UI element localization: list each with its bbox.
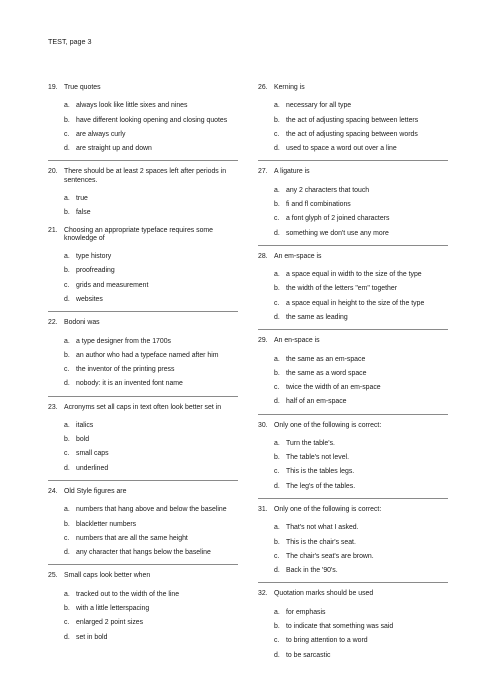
question-text: Small caps look better when bbox=[64, 572, 151, 580]
option-letter: b. bbox=[274, 285, 280, 293]
option-text: always look like little sixes and nines bbox=[76, 102, 188, 110]
answer-option bbox=[274, 468, 448, 476]
option-letter: a. bbox=[274, 271, 280, 279]
question-line bbox=[48, 168, 238, 185]
option-letter: d. bbox=[274, 145, 280, 153]
question-number: 28. bbox=[258, 252, 268, 260]
option-letter: b. bbox=[64, 351, 70, 359]
answer-option bbox=[274, 285, 448, 293]
option-letter: c. bbox=[274, 215, 280, 223]
option-text: underlined bbox=[76, 464, 109, 472]
answer-option bbox=[64, 352, 238, 360]
option-text: small caps bbox=[76, 450, 109, 458]
option-text: for emphasis bbox=[286, 608, 326, 616]
question-block bbox=[48, 572, 238, 648]
question-block bbox=[258, 337, 448, 414]
question-text: Kerning is bbox=[274, 84, 305, 91]
answer-option bbox=[274, 300, 448, 308]
option-text: a type designer from the 1700s bbox=[76, 337, 171, 345]
option-letter: c. bbox=[64, 130, 70, 138]
option-letter: d. bbox=[64, 295, 70, 303]
question-text: Quotation marks should be used bbox=[274, 590, 374, 598]
answer-options bbox=[48, 422, 238, 473]
option-letter: a. bbox=[64, 421, 70, 429]
option-letter: a. bbox=[64, 194, 70, 202]
option-letter: c. bbox=[64, 450, 70, 458]
question-number: 27. bbox=[258, 168, 268, 176]
question-block bbox=[48, 319, 238, 396]
option-text: the act of adjusting spacing between letters bbox=[286, 116, 419, 124]
answer-option bbox=[274, 652, 448, 660]
option-letter: a. bbox=[274, 524, 280, 532]
option-text: a space equal in height to the size of the type bbox=[286, 299, 425, 307]
left-column bbox=[48, 84, 238, 656]
answer-option bbox=[274, 201, 448, 209]
answer-option bbox=[274, 314, 448, 322]
option-letter: b. bbox=[64, 436, 70, 444]
option-letter: a. bbox=[64, 253, 70, 261]
option-text: half of an em-space bbox=[286, 398, 347, 406]
answer-option bbox=[274, 145, 448, 153]
option-text: something we don't use any more bbox=[286, 229, 389, 237]
question-block bbox=[258, 168, 448, 245]
option-letter: a. bbox=[274, 102, 280, 110]
option-text: have different looking opening and closing quotes bbox=[76, 116, 228, 124]
answer-option bbox=[274, 609, 448, 617]
answer-option bbox=[64, 521, 238, 529]
answer-option bbox=[274, 454, 448, 462]
option-text: numbers that are all the same height bbox=[76, 534, 188, 542]
option-text: the inventor of the printing press bbox=[76, 366, 175, 374]
option-text: The table's not level. bbox=[286, 454, 349, 462]
answer-option bbox=[274, 539, 448, 547]
answer-option bbox=[64, 549, 238, 557]
question-text: Only one of the following is correct: bbox=[274, 421, 382, 429]
option-letter: b. bbox=[274, 116, 280, 124]
option-text: to indicate that something was said bbox=[286, 623, 394, 630]
option-letter: b. bbox=[64, 209, 70, 217]
option-letter: a. bbox=[274, 355, 280, 363]
answer-option bbox=[274, 398, 448, 406]
option-letter: a. bbox=[274, 186, 280, 194]
option-letter: d. bbox=[64, 380, 70, 388]
answer-option bbox=[64, 634, 238, 642]
option-letter: a. bbox=[64, 102, 70, 110]
answer-option bbox=[64, 465, 238, 473]
option-text: the same as leading bbox=[286, 313, 348, 321]
option-text: tracked out to the width of the line bbox=[76, 590, 180, 598]
option-text: That's not what I asked. bbox=[286, 524, 359, 532]
option-letter: c. bbox=[274, 384, 280, 392]
option-text: an author who had a typeface named after him bbox=[76, 351, 219, 359]
option-text: proofreading bbox=[76, 267, 115, 275]
question-number: 25. bbox=[48, 572, 58, 580]
answer-option bbox=[274, 524, 448, 532]
option-text: the same as a word space bbox=[286, 369, 367, 377]
question-line bbox=[48, 319, 238, 327]
option-text: type history bbox=[76, 253, 112, 261]
answer-options bbox=[258, 271, 448, 322]
question-number: 31. bbox=[258, 506, 268, 514]
answer-option bbox=[274, 230, 448, 238]
answer-option bbox=[64, 131, 238, 139]
option-text: with a little letterspacing bbox=[76, 605, 150, 612]
option-letter: d. bbox=[64, 549, 70, 557]
question-block bbox=[258, 506, 448, 583]
answer-option bbox=[274, 567, 448, 575]
answer-option bbox=[64, 195, 238, 203]
answer-option bbox=[64, 282, 238, 290]
option-letter: b. bbox=[274, 538, 280, 546]
option-letter: d. bbox=[274, 482, 280, 490]
question-text: Acronyms set all caps in text often look better set in bbox=[64, 403, 222, 411]
page-header: TEST, page 3 bbox=[48, 37, 92, 46]
option-text: the width of the letters "em" together bbox=[286, 285, 397, 293]
answer-option bbox=[64, 145, 238, 153]
answer-option bbox=[274, 440, 448, 448]
answer-option bbox=[274, 356, 448, 364]
question-line bbox=[48, 84, 238, 92]
answer-options bbox=[258, 356, 448, 407]
option-text: twice the width of an em-space bbox=[286, 384, 381, 392]
option-text: Turn the table's. bbox=[286, 439, 335, 447]
option-letter: a. bbox=[274, 608, 280, 616]
option-text: to be sarcastic bbox=[286, 651, 331, 659]
question-block bbox=[258, 422, 448, 499]
option-letter: b. bbox=[274, 454, 280, 462]
answer-option bbox=[274, 637, 448, 645]
right-column bbox=[258, 84, 448, 674]
answer-option bbox=[274, 370, 448, 378]
question-number: 24. bbox=[48, 488, 58, 496]
question-block bbox=[258, 253, 448, 330]
option-letter: c. bbox=[64, 619, 70, 627]
question-block bbox=[48, 488, 238, 565]
answer-option bbox=[64, 366, 238, 374]
question-number: 23. bbox=[48, 403, 58, 411]
option-letter: d. bbox=[274, 229, 280, 237]
option-text: are straight up and down bbox=[76, 145, 152, 153]
question-text: An em-space is bbox=[274, 252, 322, 260]
question-line bbox=[48, 227, 238, 244]
option-letter: b. bbox=[64, 605, 70, 612]
answer-options bbox=[48, 253, 238, 304]
option-letter: a. bbox=[64, 337, 70, 345]
option-letter: a. bbox=[64, 506, 70, 514]
option-letter: d. bbox=[64, 633, 70, 641]
question-number: 29. bbox=[258, 337, 268, 345]
answer-option bbox=[274, 623, 448, 631]
answer-option bbox=[274, 483, 448, 491]
option-text: The leg's of the tables. bbox=[286, 482, 356, 490]
option-text: nobody: it is an invented font name bbox=[76, 380, 183, 388]
answer-options bbox=[48, 102, 238, 153]
answer-option bbox=[274, 384, 448, 392]
answer-option bbox=[64, 436, 238, 444]
option-text: a space equal in width to the size of the type bbox=[286, 271, 422, 279]
option-text: any 2 characters that touch bbox=[286, 186, 370, 194]
option-letter: b. bbox=[274, 369, 280, 377]
question-line bbox=[258, 590, 448, 598]
option-letter: d. bbox=[274, 567, 280, 575]
question-number: 21. bbox=[48, 226, 58, 234]
option-text: false bbox=[76, 209, 91, 217]
option-text: true bbox=[76, 194, 88, 202]
option-text: numbers that hang above and below the baseline bbox=[76, 506, 227, 514]
answer-option bbox=[64, 209, 238, 217]
question-number: 32. bbox=[258, 590, 268, 598]
option-letter: c. bbox=[274, 637, 280, 645]
question-line bbox=[258, 168, 448, 176]
option-letter: c. bbox=[274, 468, 280, 476]
option-letter: d. bbox=[64, 145, 70, 153]
question-block bbox=[258, 590, 448, 666]
answer-option bbox=[64, 619, 238, 627]
question-block bbox=[258, 84, 448, 161]
option-text: enlarged 2 point sizes bbox=[76, 619, 144, 627]
option-letter: b. bbox=[64, 520, 70, 528]
question-text: Only one of the following is correct: bbox=[274, 506, 382, 514]
option-text: are always curly bbox=[76, 130, 126, 138]
option-text: This is the tables legs. bbox=[286, 468, 355, 476]
question-number: 22. bbox=[48, 319, 58, 327]
option-text: grids and measurement bbox=[76, 281, 149, 289]
option-letter: b. bbox=[64, 116, 70, 124]
answer-option bbox=[64, 267, 238, 275]
option-letter: b. bbox=[64, 267, 70, 275]
answer-option bbox=[64, 338, 238, 346]
question-number: 19. bbox=[48, 84, 58, 91]
option-letter: b. bbox=[274, 623, 280, 630]
option-text: This is the chair's seat. bbox=[286, 538, 356, 546]
option-text: Back in the '90's. bbox=[286, 567, 338, 575]
answer-options bbox=[48, 195, 238, 218]
option-letter: c. bbox=[274, 299, 280, 307]
question-line bbox=[258, 84, 448, 92]
answer-option bbox=[64, 450, 238, 458]
question-text: Choosing an appropriate typeface requires some knowledge of bbox=[64, 226, 214, 242]
answer-option bbox=[64, 535, 238, 543]
question-line bbox=[258, 253, 448, 261]
question-block bbox=[48, 404, 238, 481]
question-block bbox=[48, 227, 238, 313]
question-text: True quotes bbox=[64, 84, 101, 91]
answer-option bbox=[64, 422, 238, 430]
answer-option bbox=[274, 102, 448, 110]
option-letter: b. bbox=[274, 200, 280, 208]
answer-option bbox=[274, 187, 448, 195]
option-letter: c. bbox=[274, 552, 280, 560]
question-line bbox=[48, 488, 238, 496]
question-number: 26. bbox=[258, 84, 268, 91]
option-text: necessary for all type bbox=[286, 102, 352, 110]
question-text: A ligature is bbox=[274, 168, 310, 176]
option-letter: d. bbox=[274, 651, 280, 659]
answer-option bbox=[64, 253, 238, 261]
question-number: 30. bbox=[258, 421, 268, 429]
answer-options bbox=[258, 102, 448, 153]
option-text: used to space a word out over a line bbox=[286, 145, 397, 153]
option-letter: d. bbox=[274, 398, 280, 406]
answer-option bbox=[64, 591, 238, 599]
option-text: the same as an em-space bbox=[286, 355, 366, 363]
answer-option bbox=[274, 553, 448, 561]
option-text: a font glyph of 2 joined characters bbox=[286, 215, 390, 223]
question-text: There should be at least 2 spaces left after periods in sentences. bbox=[64, 168, 227, 184]
answer-options bbox=[258, 187, 448, 238]
answer-option bbox=[274, 271, 448, 279]
option-text: fi and fl combinations bbox=[286, 200, 351, 208]
option-letter: c. bbox=[64, 534, 70, 542]
answer-options bbox=[258, 524, 448, 575]
option-letter: a. bbox=[64, 590, 70, 598]
answer-option bbox=[64, 117, 238, 125]
answer-option bbox=[274, 215, 448, 223]
question-text: An en-space is bbox=[274, 337, 320, 345]
answer-option bbox=[64, 605, 238, 613]
option-letter: d. bbox=[64, 464, 70, 472]
answer-option bbox=[274, 131, 448, 139]
question-text: Bodoni was bbox=[64, 319, 100, 327]
question-number: 20. bbox=[48, 168, 58, 176]
question-text: Old Style figures are bbox=[64, 488, 127, 496]
question-line bbox=[48, 404, 238, 412]
option-text: bold bbox=[76, 436, 90, 444]
option-text: any character that hangs below the baseline bbox=[76, 549, 211, 557]
option-letter: c. bbox=[274, 130, 280, 138]
question-line bbox=[258, 337, 448, 345]
option-letter: d. bbox=[274, 313, 280, 321]
option-letter: c. bbox=[64, 281, 70, 289]
option-text: set in bold bbox=[76, 633, 108, 641]
question-line bbox=[258, 506, 448, 514]
answer-options bbox=[258, 609, 448, 660]
option-text: italics bbox=[76, 421, 94, 429]
answer-option bbox=[64, 380, 238, 388]
answer-option bbox=[274, 117, 448, 125]
answer-options bbox=[48, 338, 238, 389]
answer-options bbox=[48, 506, 238, 557]
question-block bbox=[48, 84, 238, 161]
answer-options bbox=[258, 440, 448, 491]
option-text: The chair's seat's are brown. bbox=[286, 552, 374, 560]
answer-option bbox=[64, 506, 238, 514]
answer-option bbox=[64, 296, 238, 304]
option-letter: a. bbox=[274, 439, 280, 447]
option-text: to bring attention to a word bbox=[286, 637, 368, 645]
answer-option bbox=[64, 102, 238, 110]
answer-options bbox=[48, 591, 238, 642]
question-block bbox=[48, 168, 238, 217]
option-text: blackletter numbers bbox=[76, 520, 137, 528]
option-letter: c. bbox=[64, 366, 70, 374]
question-line bbox=[48, 572, 238, 580]
option-text: the act of adjusting spacing between words bbox=[286, 130, 418, 138]
option-text: websites bbox=[76, 295, 103, 303]
question-line bbox=[258, 422, 448, 430]
